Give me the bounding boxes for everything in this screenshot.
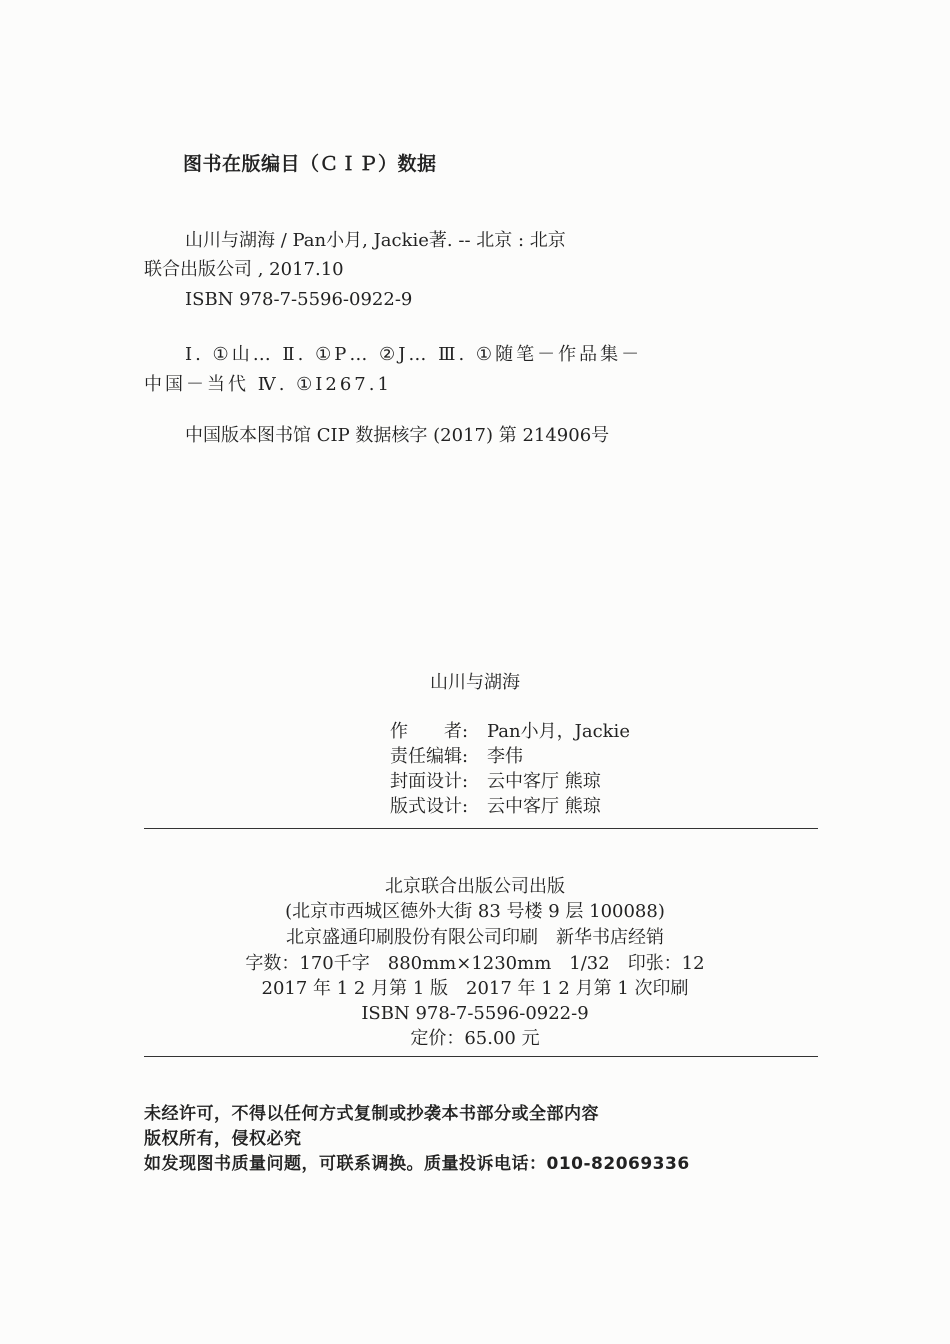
copyright-notice: 未经许可，不得以任何方式复制或抄袭本书部分或全部内容 xyxy=(144,1104,599,1124)
cip-entry-line1: 山川与湖海 / Pan小月, Jackie著. -- 北京 : 北京 xyxy=(185,230,566,251)
rights-notice: 版权所有，侵权必究 xyxy=(144,1129,302,1149)
price-line: 定价：65.00 元 xyxy=(410,1028,540,1049)
credit-value: 李伟 xyxy=(487,746,523,767)
cip-classification-line1: Ⅰ. ①山… Ⅱ. ①P… ②J… Ⅲ. ①随笔－作品集－ xyxy=(185,344,643,365)
credit-editor xyxy=(390,748,523,766)
publisher-line: 北京联合出版公司出版 xyxy=(385,876,565,897)
credit-value: 云中客厅 熊琼 xyxy=(487,771,601,792)
cip-record-number: 中国版本图书馆 CIP 数据核字 (2017) 第 214906号 xyxy=(185,425,610,446)
publication-isbn: ISBN 978-7-5596-0922-9 xyxy=(361,1003,589,1024)
credit-value: 云中客厅 熊琼 xyxy=(487,796,601,817)
cip-isbn: ISBN 978-7-5596-0922-9 xyxy=(185,289,413,310)
edition-line: 2017 年 1 2 月第 1 版 2017 年 1 2 月第 1 次印刷 xyxy=(261,978,689,999)
quality-notice: 如发现图书质量问题，可联系调换。质量投诉电话：010-82069336 xyxy=(144,1154,690,1174)
credit-layout-design xyxy=(390,798,601,816)
cip-classification-line2: 中国－当代 Ⅳ. ①I267.1 xyxy=(144,374,392,395)
specs-line: 字数：170千字 880mm×1230mm 1/32 印张：12 xyxy=(245,953,705,974)
divider-top xyxy=(144,828,818,829)
credit-value: Pan小月，Jackie xyxy=(487,721,630,742)
credit-label: 作 者: xyxy=(390,721,469,742)
divider-bottom xyxy=(144,1056,818,1057)
credit-label: 版式设计: xyxy=(390,796,469,817)
credit-label: 封面设计: xyxy=(390,771,469,792)
printer-line: 北京盛通印刷股份有限公司印刷 新华书店经销 xyxy=(286,927,664,948)
book-title: 山川与湖海 xyxy=(430,672,520,693)
credit-cover-design xyxy=(390,773,601,791)
credit-label: 责任编辑: xyxy=(390,746,469,767)
cip-heading: 图书在版编目（ＣＩＰ）数据 xyxy=(183,153,437,175)
publisher-address: (北京市西城区德外大街 83 号楼 9 层 100088) xyxy=(285,901,665,922)
credit-author xyxy=(390,723,630,741)
cip-entry-line2: 联合出版公司 , 2017.10 xyxy=(144,259,344,280)
